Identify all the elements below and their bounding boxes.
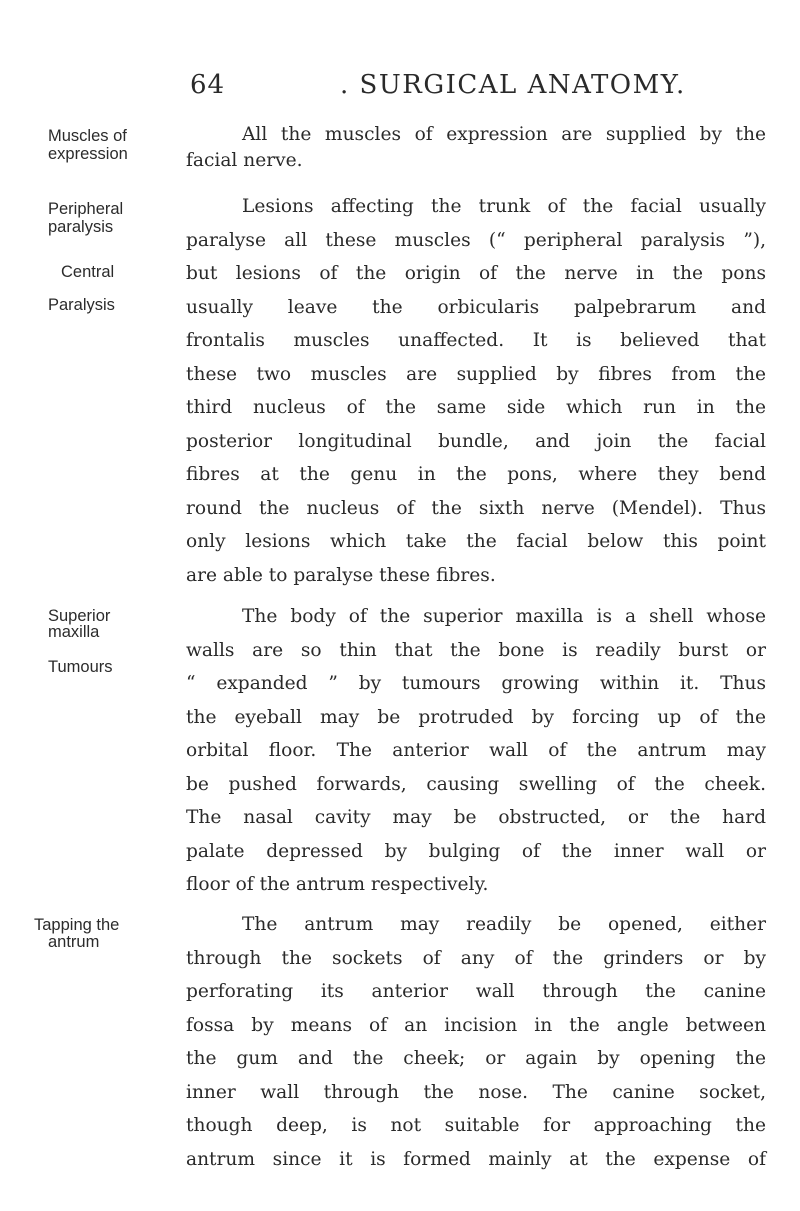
text-line: inner wall through the nose. The canine socket, [186, 1081, 766, 1103]
text-line: the eyeball may be protruded by forcing up of the [186, 706, 766, 728]
text-line: The nasal cavity may be obstructed, or the hard [186, 807, 766, 828]
margin-note: Tapping the [34, 916, 120, 934]
margin-note: Peripheral [48, 200, 124, 218]
text-line: the gum and the cheek; or again by opening the [186, 1048, 766, 1069]
paragraph [186, 600, 766, 902]
text-line: frontalis muscles unaffected. It is believed that [186, 330, 766, 351]
text-line: The antrum may readily be opened, either [242, 914, 766, 935]
text-line: The body of the superior maxilla is a shell whose [242, 606, 766, 627]
margin-note: paralysis [48, 218, 114, 236]
text-line: though deep, is not suitable for approaching the [186, 1115, 766, 1136]
margin-note: expression [48, 145, 128, 163]
text-line: round the nucleus of the sixth nerve (Mendel). Thus [186, 497, 766, 519]
text-line: perforating its anterior wall through the canine [186, 981, 766, 1002]
text-line: antrum since it is formed mainly at the expense of [186, 1148, 766, 1170]
text-line: All the muscles of expression are supplied by the [242, 124, 766, 145]
page-header [0, 70, 800, 110]
margin-note: Muscles of [48, 127, 127, 145]
text-line: third nucleus of the same side which run in the [186, 397, 766, 418]
text-line: be pushed forwards, causing swelling of the cheek. [186, 773, 766, 795]
text-line: facial nerve. [186, 149, 303, 171]
running-head: . SURGICAL ANATOMY. [340, 70, 686, 100]
margin-note: Paralysis [48, 296, 115, 314]
margin-note: Central [61, 263, 115, 281]
text-line: fossa by means of an incision in the angle between [186, 1014, 766, 1036]
text-line: orbital floor. The anterior wall of the antrum may [186, 740, 766, 761]
text-line: floor of the antrum respectively. [186, 874, 489, 895]
text-line: posterior longitudinal bundle, and join the facial [186, 430, 766, 452]
paragraph [186, 118, 766, 177]
text-line: “ expanded ” by tumours growing within it. Thus [186, 673, 766, 694]
text-line: only lesions which take the facial below this point [186, 531, 766, 552]
text-line: but lesions of the origin of the nerve in the pons [186, 263, 766, 284]
text-line: are able to paralyse these fibres. [186, 564, 496, 586]
text-line: paralyse all these muscles (“ peripheral paralysis ”), [186, 229, 766, 251]
text-line: usually leave the orbicularis palpebrarum and [186, 296, 766, 318]
text-line: palate depressed by bulging of the inner wall or [186, 840, 766, 862]
text-line: fibres at the genu in the pons, where they bend [186, 464, 766, 485]
margin-note: Tumours [48, 658, 113, 676]
text-line: Lesions affecting the trunk of the facial usually [242, 196, 766, 217]
page-number: 64 [190, 70, 226, 100]
paragraph [186, 908, 766, 1176]
margin-note: antrum [48, 933, 100, 951]
margin-note: maxilla [48, 623, 100, 641]
text-line: walls are so thin that the bone is readily burst or [186, 639, 766, 661]
margin-note: Superior [48, 607, 111, 625]
text-line: through the sockets of any of the grinders or by [186, 947, 766, 969]
paragraph [186, 190, 766, 592]
text-line: these two muscles are supplied by fibres from the [186, 363, 766, 385]
